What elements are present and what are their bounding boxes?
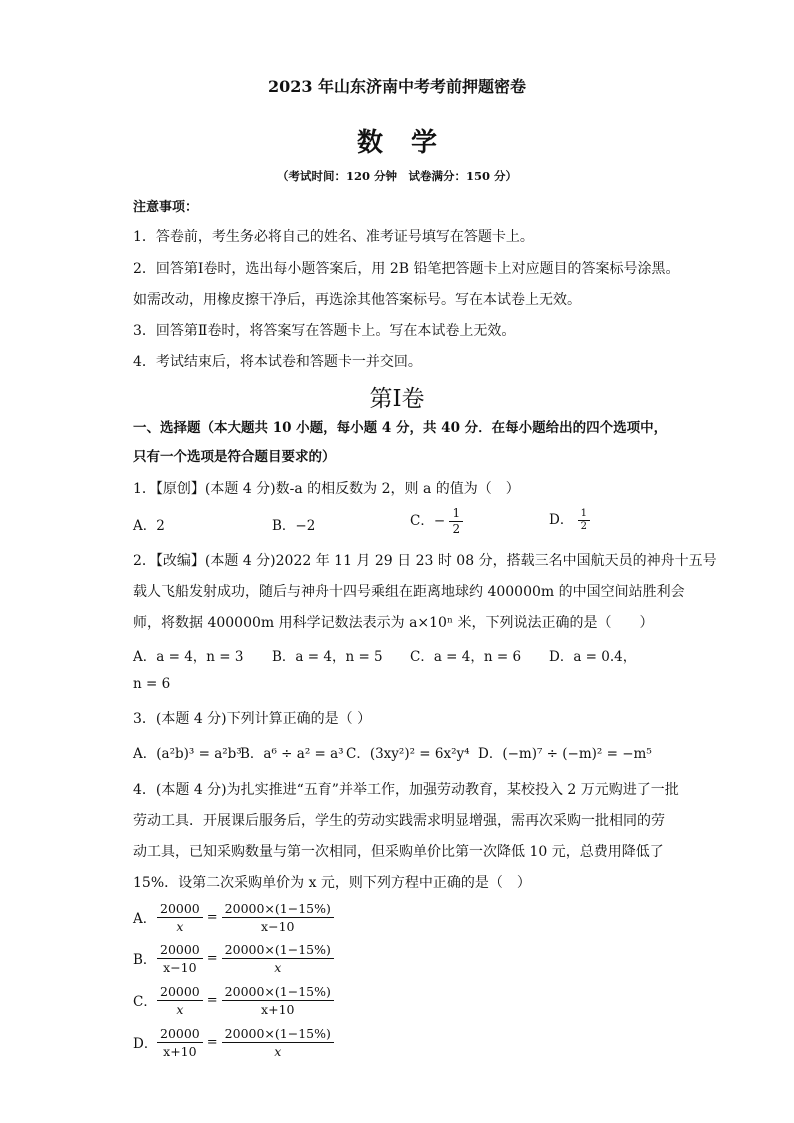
numerator: 20000 [157, 900, 203, 918]
q1-stem: 1．【原创】(本题 4 分)数-a 的相反数为 2，则 a 的值为（ ） [133, 481, 520, 497]
q2-option-b: B．a = 4，n = 5 [272, 649, 383, 665]
numerator: 20000×(1−15%) [222, 941, 334, 959]
section-heading-line2: 只有一个选项是符合题目要求的） [133, 449, 336, 465]
equals-sign: = [206, 992, 218, 1008]
q1-option-d-prefix: D． [549, 512, 574, 528]
q1-c-denominator: 2 [452, 522, 461, 536]
numerator: 20000 [157, 1025, 203, 1043]
q4-option-d [133, 1022, 334, 1062]
equals-sign: = [206, 950, 218, 966]
note-item-1: 1．答卷前，考生务必将自己的姓名、准考证号填写在答题卡上。 [133, 229, 534, 245]
q2-stem-line3: 师，将数据 400000m 用科学记数法表示为 a×10ⁿ 米，下列说法正确的是（ ） [133, 615, 654, 631]
q4-left-fraction [157, 900, 203, 935]
note-item-4: 4．考试结束后，将本试卷和答题卡一并交回。 [133, 354, 422, 370]
numerator: 20000×(1−15%) [222, 983, 334, 1001]
q4-option-label: A． [133, 911, 157, 927]
q1-option-c-fraction [449, 506, 463, 537]
equals-sign: = [206, 909, 218, 925]
q4-right-fraction [222, 941, 334, 976]
q4-option-label: B． [133, 952, 157, 968]
q4-stem-line2: 劳动工具．开展课后服务后，学生的劳动实践需求明显增强，需再次采购一批相同的劳 [133, 813, 665, 829]
numerator: 20000 [157, 983, 203, 1001]
q1-option-c [410, 506, 463, 537]
q1-d-numerator: 1 [578, 508, 590, 521]
q4-stem-line1: 4．(本题 4 分)为扎实推进“五育”并举工作，加强劳动教育，某校投入 2 万元购进了一批 [133, 782, 679, 798]
denominator: x+10 [261, 1001, 295, 1017]
q2-option-c: C．a = 4，n = 6 [410, 649, 522, 665]
denominator: x [274, 959, 282, 975]
part-title: 第Ⅰ卷 [369, 386, 425, 412]
note-item-3: 3．回答第Ⅱ卷时，将答案写在答题卡上。写在本试卷上无效。 [133, 323, 516, 339]
q4-left-fraction [157, 941, 203, 976]
q3-option-c: C．(3xy²)² = 6x²y⁴ [346, 746, 470, 762]
q3-stem: 3．(本题 4 分)下列计算正确的是（ ） [133, 711, 372, 727]
q4-stem-line3: 动工具，已知采购数量与第一次相同，但采购单价比第一次降低 10 元，总费用降低了 [133, 844, 664, 860]
q2-option-d: D．a = 0.4， [549, 649, 637, 665]
denominator: x+10 [163, 1043, 197, 1059]
q1-option-a: A．2 [133, 518, 165, 534]
q4-option-a [133, 897, 334, 937]
q4-option-label: C． [133, 994, 157, 1010]
q4-stem-line4: 15%．设第二次采购单价为 x 元，则下列方程中正确的是（ ） [133, 875, 531, 891]
note-item-2-cont: 如需改动，用橡皮擦干净后，再选涂其他答案标号。写在本试卷上无效。 [133, 292, 581, 308]
q1-option-b: B．−2 [272, 518, 316, 534]
q4-left-fraction [157, 983, 203, 1018]
numerator: 20000×(1−15%) [222, 1025, 334, 1043]
denominator: x [176, 1001, 184, 1017]
q1-c-numerator: 1 [449, 506, 463, 522]
numerator: 20000×(1−15%) [222, 900, 334, 918]
denominator: x [176, 918, 184, 934]
q1-option-d-fraction [578, 508, 590, 533]
q2-stem-line1: 2．【改编】(本题 4 分)2022 年 11 月 29 日 23 时 08 分，搭载三名中国航天员的神舟十五号 [133, 553, 717, 569]
q1-d-denominator: 2 [580, 521, 587, 532]
section-heading-line1: 一、选择题（本大题共 10 小题，每小题 4 分，共 40 分．在每小题给出的四个选项中， [133, 420, 668, 436]
denominator: x−10 [261, 918, 295, 934]
q4-right-fraction [222, 900, 334, 935]
q4-option-b [133, 938, 334, 978]
q4-option-c [133, 980, 334, 1020]
denominator: x [274, 1043, 282, 1059]
q4-option-label: D． [133, 1036, 158, 1052]
q2-option-a: A．a = 4，n = 3 [133, 649, 244, 665]
q4-right-fraction [222, 983, 334, 1018]
q1-option-c-prefix: C．− [410, 513, 446, 529]
denominator: x−10 [163, 959, 197, 975]
exam-info: （考试时间：120 分钟 试卷满分：150 分） [276, 169, 517, 183]
numerator: 20000 [157, 941, 203, 959]
q4-left-fraction [157, 1025, 203, 1060]
q1-option-d [549, 508, 590, 533]
q2-option-d-cont: n = 6 [133, 676, 171, 692]
q3-option-b: B．a⁶ ÷ a² = a³ [240, 746, 344, 762]
q4-right-fraction [222, 1025, 334, 1060]
equals-sign: = [206, 1034, 218, 1050]
q3-option-d: D．(−m)⁷ ÷ (−m)² = −m⁵ [478, 746, 652, 762]
notes-title: 注意事项： [133, 200, 199, 215]
exam-title: 2023 年山东济南中考考前押题密卷 [267, 77, 527, 96]
note-item-2: 2．回答第Ⅰ卷时，选出每小题答案后，用 2B 铅笔把答题卡上对应题目的答案标号涂黑。 [133, 261, 680, 277]
subject-title: 数学 [356, 128, 465, 158]
q2-stem-line2: 载人飞船发射成功，随后与神舟十四号乘组在距离地球约 400000m 的中国空间站胜利会 [133, 584, 685, 600]
q3-option-a: A．(a²b)³ = a²b³ [133, 746, 242, 762]
